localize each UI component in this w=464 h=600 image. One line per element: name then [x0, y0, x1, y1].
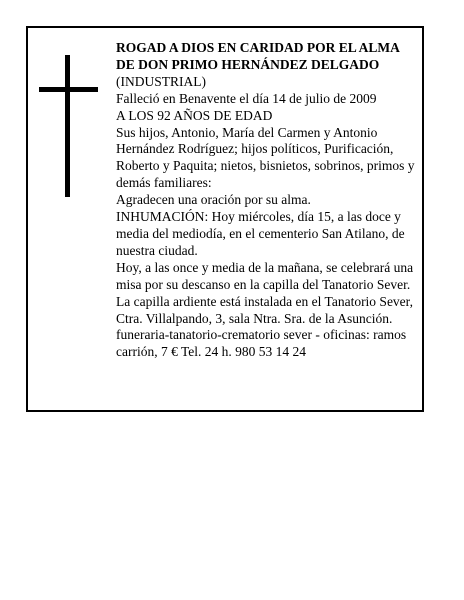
family-line: Roberto y Paquita; nietos, bisnietos, sobrinos, primos y — [116, 158, 415, 174]
age-line: A LOS 92 AÑOS DE EDAD — [116, 107, 273, 123]
funeral-home-line: carrión, 7 € Tel. 24 h. 980 53 14 24 — [116, 344, 307, 360]
family-line: Hernández Rodríguez; hijos políticos, Purificación, — [116, 141, 394, 157]
burial-line: INHUMACIÓN: Hoy miércoles, día 15, a las doce y — [116, 209, 401, 225]
profession-line: (INDUSTRIAL) — [116, 73, 206, 89]
heading-line: ROGAD A DIOS EN CARIDAD POR EL ALMA — [116, 40, 400, 55]
chapel-line: Ctra. Villalpando, 3, sala Ntra. Sra. de la Asunción. — [116, 310, 393, 326]
cross-vertical-bar — [65, 55, 70, 197]
mass-line: Hoy, a las once y media de la mañana, se celebrará una — [116, 259, 414, 275]
funeral-home-line: funeraria-tanatorio-crematorio sever - oficinas: ramos — [116, 327, 407, 343]
notice-text-block — [116, 40, 421, 361]
burial-line: media del mediodía, en el cementerio San Atilano, de — [116, 225, 405, 241]
death-date-line: Falleció en Benavente el día 14 de julio de 2009 — [116, 90, 377, 106]
heading-line: DE DON PRIMO HERNÁNDEZ DELGADO — [116, 56, 380, 72]
mass-line: misa por su descanso en la capilla del Tanatorio Sever. — [116, 276, 411, 292]
family-line: Sus hijos, Antonio, María del Carmen y Antonio — [116, 124, 378, 140]
cross-icon — [39, 55, 98, 197]
cross-horizontal-bar — [39, 87, 98, 92]
family-line: demás familiares: — [116, 175, 212, 191]
prayer-request-line: Agradecen una oración por su alma. — [116, 192, 311, 208]
chapel-line: La capilla ardiente está instalada en el Tanatorio Sever, — [116, 293, 414, 309]
obituary-notice — [26, 26, 424, 412]
burial-line: nuestra ciudad. — [116, 242, 198, 258]
